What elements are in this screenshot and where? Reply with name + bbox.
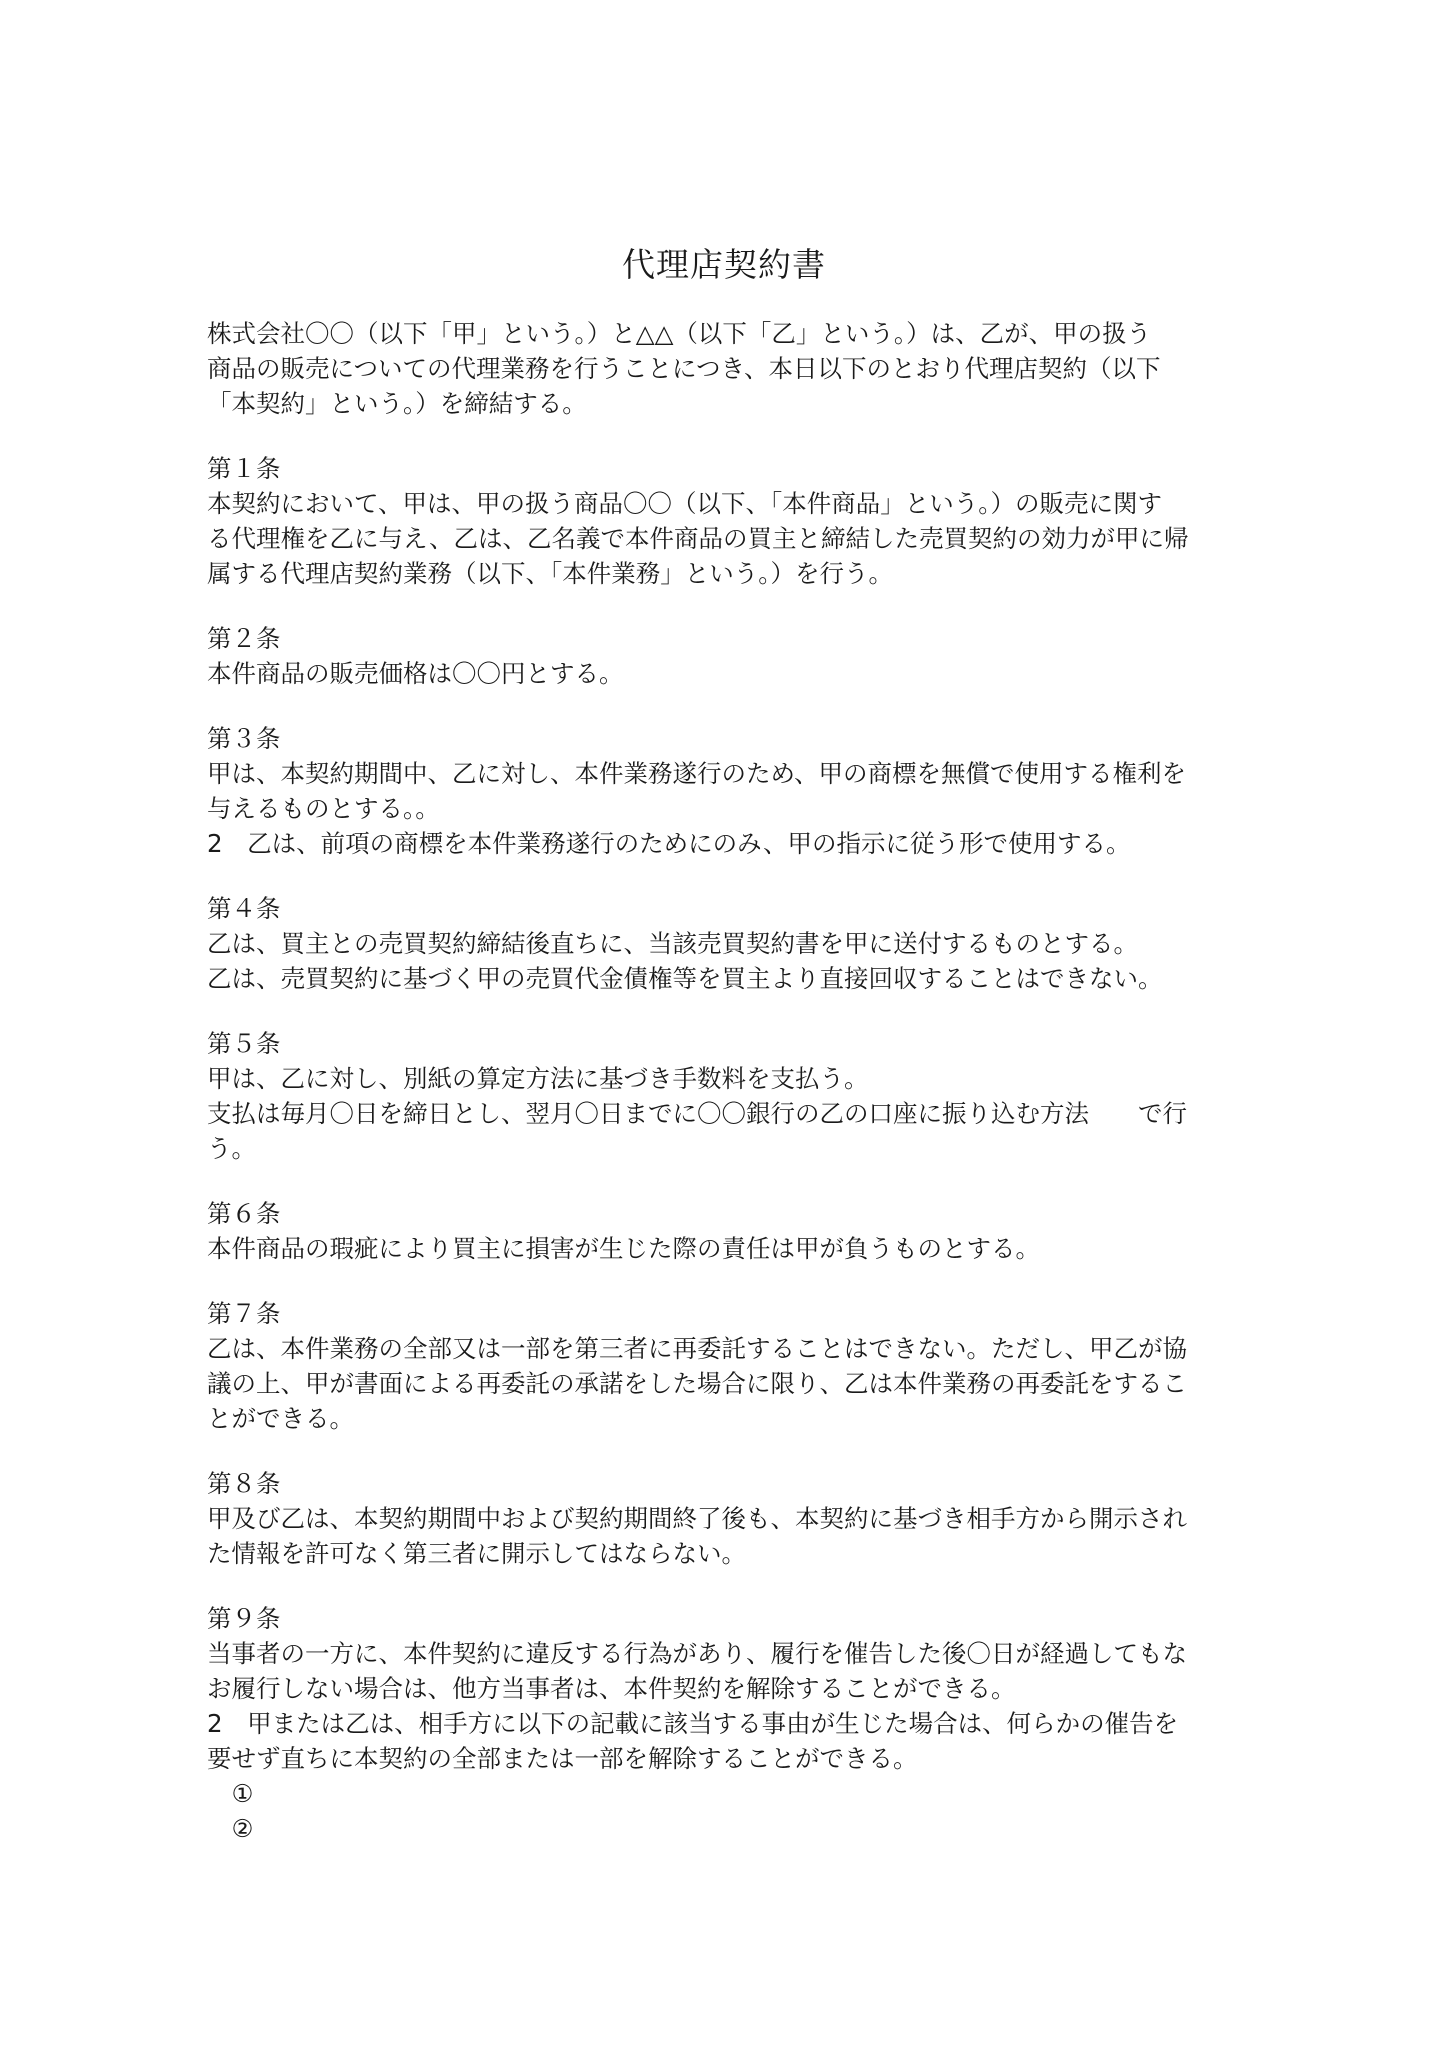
article-heading: 第８条: [207, 1469, 281, 1498]
article-line: 乙は、売買契約に基づく甲の売買代金債権等を買主より直接回収することはできない。: [207, 964, 1163, 993]
article-line: る代理権を乙に与え、乙は、乙名義で本件商品の買主と締結した売買契約の効力が甲に帰: [207, 524, 1189, 553]
article-heading: 第３条: [207, 724, 281, 753]
article-2: [207, 621, 1241, 691]
article-line: 乙は、買主との売買契約締結後直ちに、当該売買契約書を甲に送付するものとする。: [207, 929, 1138, 958]
article-line: 本件商品の瑕疵により買主に損害が生じた際の責任は甲が負うものとする。: [207, 1234, 1040, 1263]
article-line: 本契約において、甲は、甲の扱う商品〇〇（以下、「本件商品」という。）の販売に関す: [207, 489, 1163, 518]
article-line: 議の上、甲が書面による再委託の承諾をした場合に限り、乙は本件業務の再委託をするこ: [207, 1369, 1187, 1398]
article-line: 属する代理店契約業務（以下、「本件業務」という。）を行う。: [207, 559, 893, 588]
article-6: [207, 1196, 1241, 1266]
preamble: [207, 316, 1241, 421]
article-line: う。: [207, 1134, 256, 1163]
preamble-line: 商品の販売についての代理業務を行うことにつき、本日以下のとおり代理店契約（以下: [207, 354, 1161, 383]
article-heading: 第５条: [207, 1029, 281, 1058]
article-heading: 第６条: [207, 1199, 281, 1228]
article-line: 当事者の一方に、本件契約に違反する行為があり、履行を催告した後〇日が経過してもな: [207, 1639, 1187, 1668]
article-heading: 第１条: [207, 454, 281, 483]
article-heading: 第９条: [207, 1604, 281, 1633]
article-line: 2 甲または乙は、相手方に以下の記載に該当する事由が生じた場合は、何らかの催告を: [207, 1709, 1179, 1738]
article-line: 2 乙は、前項の商標を本件業務遂行のためにのみ、甲の指示に従う形で使用する。: [207, 829, 1131, 858]
document-body: [207, 316, 1241, 1846]
article-line: 支払は毎月〇日を締日とし、翌月〇日までに〇〇銀行の乙の口座に振り込む方法 で行: [207, 1099, 1187, 1128]
list-item: ①: [207, 1779, 254, 1808]
article-heading: 第４条: [207, 894, 281, 923]
article-line: とができる。: [207, 1404, 354, 1433]
article-line: 甲は、乙に対し、別紙の算定方法に基づき手数料を支払う。: [207, 1064, 869, 1093]
article-9: [207, 1601, 1241, 1846]
article-5: [207, 1026, 1241, 1166]
list-item: ②: [207, 1814, 254, 1843]
article-7: [207, 1296, 1241, 1436]
article-line: 要せず直ちに本契約の全部または一部を解除することができる。: [207, 1744, 918, 1773]
article-4: [207, 891, 1241, 996]
article-line: 与えるものとする。。: [207, 794, 440, 823]
document-title: 代理店契約書: [622, 245, 826, 284]
article-1: [207, 451, 1241, 591]
article-line: 甲は、本契約期間中、乙に対し、本件業務遂行のため、甲の商標を無償で使用する権利を: [207, 759, 1187, 788]
article-heading: 第２条: [207, 624, 281, 653]
article-line: 乙は、本件業務の全部又は一部を第三者に再委託することはできない。ただし、甲乙が協: [207, 1334, 1187, 1363]
article-3: [207, 721, 1241, 861]
article-line: た情報を許可なく第三者に開示してはならない。: [207, 1539, 746, 1568]
article-heading: 第７条: [207, 1299, 281, 1328]
article-line: 本件商品の販売価格は〇〇円とする。: [207, 659, 624, 688]
article-line: お履行しない場合は、他方当事者は、本件契約を解除することができる。: [207, 1674, 1016, 1703]
article-8: [207, 1466, 1241, 1571]
article-line: 甲及び乙は、本契約期間中および契約期間終了後も、本契約に基づき相手方から開示され: [207, 1504, 1187, 1533]
preamble-line: 「本契約」という。）を締結する。: [207, 389, 587, 418]
preamble-line: 株式会社〇〇（以下「甲」という。）と△△（以下「乙」という。）は、乙が、甲の扱う: [207, 319, 1152, 348]
